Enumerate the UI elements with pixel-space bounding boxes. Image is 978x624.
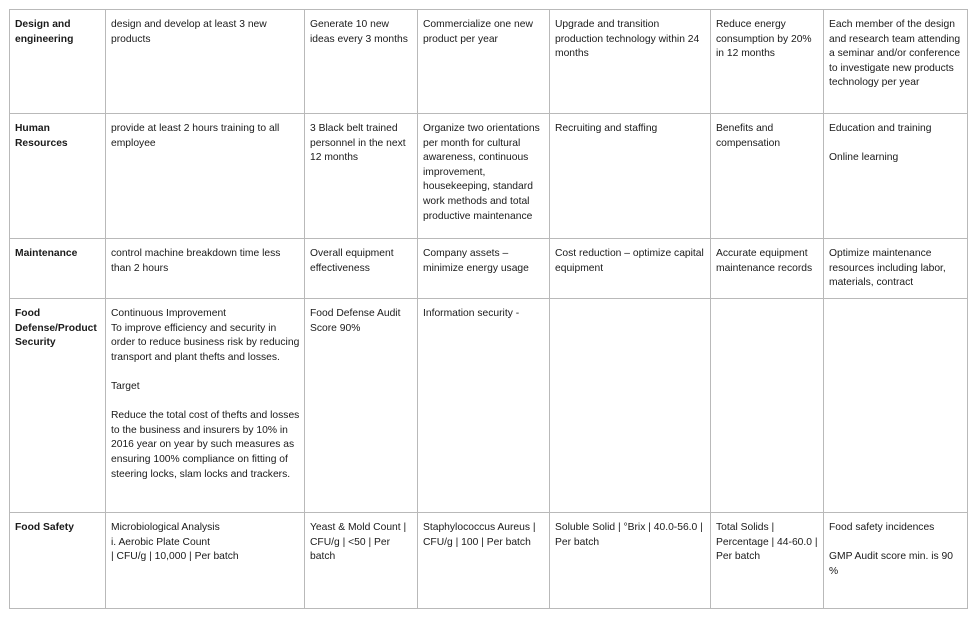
objective-cell [106,299,305,513]
objective-cell [711,239,824,299]
cell-text: Continuous Improvement [111,308,227,319]
objective-cell [418,114,550,239]
cell-text: Upgrade and transition production technology within 24 months [555,19,700,60]
cell-text: i. Aerobic Plate Count [111,536,211,548]
cell-text: Optimize maintenance resources including labor, materials, contract [829,248,946,289]
department-cell: Maintenance [10,239,106,299]
cell-text: Reduce energy consumption by 20% in 12 months [716,19,812,60]
cell-text: Cost reduction – optimize capital equipment [555,248,704,274]
objective-cell [824,114,968,239]
cell-text: provide at least 2 hours training to all employee [111,123,280,149]
cell-text: Food Defense Audit Score 90% [310,308,401,334]
table-row [10,10,968,114]
cell-text: Generate 10 new ideas every 3 months [310,19,408,45]
objective-cell [550,513,711,609]
cell-text: Soluble Solid | °Brix | 40.0-56.0 | Per batch [555,522,703,548]
objectives-table [9,9,968,609]
cell-text: 3 Black belt trained personnel in the next 12 months [310,123,406,164]
cell-text: Overall equipment effectiveness [310,248,394,274]
cell-text: Commercialize one new product per year [423,19,533,45]
objective-cell [711,10,824,114]
objective-cell [550,299,711,513]
objective-cell [305,299,418,513]
department-cell: Human Resources [10,114,106,239]
objective-cell [550,10,711,114]
objective-cell [711,114,824,239]
table-row [10,299,968,513]
cell-text [555,307,706,322]
objective-cell [711,299,824,513]
cell-text [111,365,300,380]
cell-text: Total Solids | Percentage | 44-60.0 | Per batch [716,522,818,563]
objective-cell [106,10,305,114]
department-cell: Food Safety [10,513,106,609]
cell-text: Organize two orientations per month for cultural awareness, continuous improvement, housekeeping, standard work methods and total productive maintenance [423,123,540,222]
cell-text [111,395,300,410]
cell-text [829,137,963,152]
objective-cell [824,239,968,299]
cell-text: Yeast & Mold Count | CFU/g | <50 | Per batch [310,522,407,563]
cell-text: Education and training [829,123,932,134]
objective-cell [305,114,418,239]
cell-text: Recruiting and staffing [555,123,658,134]
cell-text: Microbiological Analysis [111,522,220,533]
objective-cell [106,114,305,239]
table-row [10,114,968,239]
cell-text: Online learning [829,152,899,164]
cell-text: Each member of the design and research team attending a seminar and/or conference to investigate new products technology per year [829,19,961,89]
objective-cell [824,10,968,114]
cell-text: Benefits and compensation [716,123,781,149]
objective-cell [106,239,305,299]
objective-cell [550,114,711,239]
objective-cell [711,513,824,609]
objective-cell [418,10,550,114]
cell-text: To improve efficiency and security in order to reduce business risk by reducing transport and plant thefts and losses. [111,322,300,363]
department-cell: Food Defense/Product Security [10,299,106,513]
cell-text: Target [111,380,140,392]
table-row [10,239,968,299]
objective-cell [418,239,550,299]
cell-text: Accurate equipment maintenance records [716,248,813,274]
cell-text [829,307,963,322]
cell-text: | CFU/g | 10,000 | Per batch [111,551,239,563]
objective-cell [106,513,305,609]
department-cell: Design and engineering [10,10,106,114]
objective-cell [305,513,418,609]
cell-text [716,307,819,322]
objective-cell [824,513,968,609]
objective-cell [305,239,418,299]
table-row [10,513,968,609]
cell-text: Information security - [423,308,520,319]
objective-cell [550,239,711,299]
cell-text: Company assets – minimize energy usage [423,248,529,274]
cell-text: design and develop at least 3 new products [111,19,267,45]
objective-cell [824,299,968,513]
cell-text: Food safety incidences [829,522,935,533]
table-body [10,10,968,609]
cell-text: control machine breakdown time less than 2 hours [111,248,281,274]
cell-text [829,536,963,551]
cell-text: Staphylococcus Aureus | CFU/g | 100 | Per batch [423,522,536,548]
objective-cell [418,513,550,609]
cell-text: GMP Audit score min. is 90 % [829,551,953,577]
cell-text: Reduce the total cost of thefts and losses to the business and insurers by 10% in 2016 year on year by such measures as ensuring 100% compliance on fitting of steering locks, slam locks and trackers. [111,410,300,480]
objective-cell [418,299,550,513]
objective-cell [305,10,418,114]
